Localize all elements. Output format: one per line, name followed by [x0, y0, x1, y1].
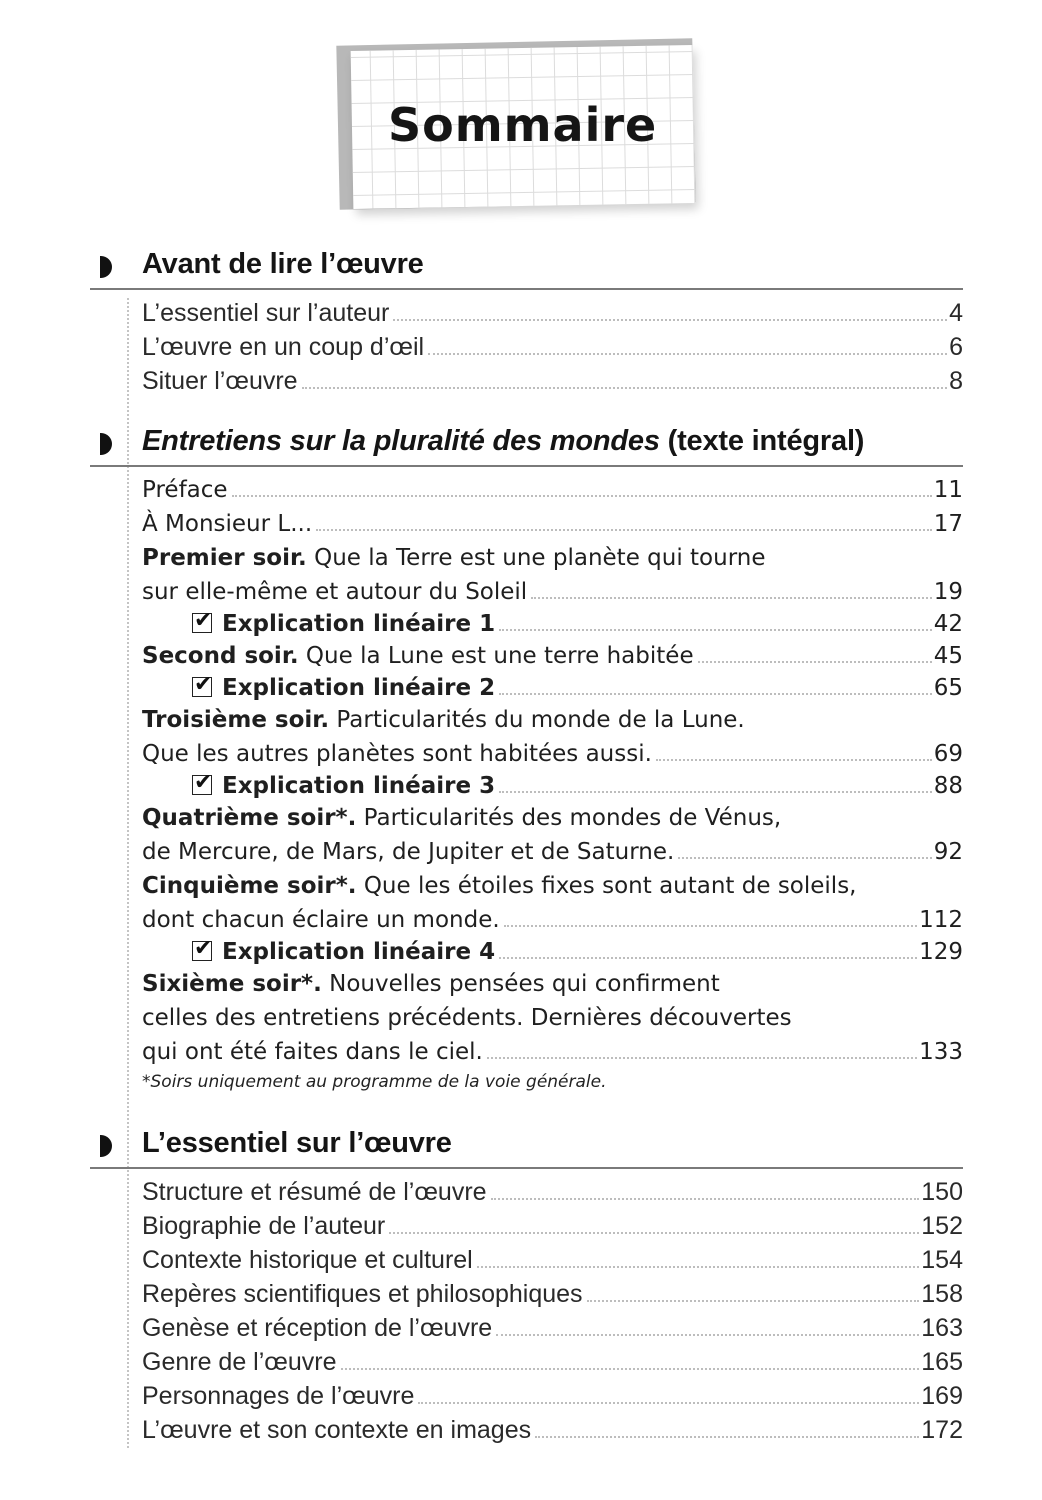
- entry-label: Personnages de l’œuvre: [142, 1382, 415, 1410]
- dot-leader: [499, 693, 932, 695]
- entry-bold-label: Premier soir.: [142, 545, 307, 571]
- entry-bold-label: Cinquième soir*.: [142, 873, 357, 899]
- entry-label: Genèse et réception de l’œuvre: [142, 1314, 493, 1342]
- entry-label: Contexte historique et culturel: [142, 1246, 473, 1274]
- toc-entry[interactable]: [142, 1277, 963, 1311]
- entry-label: À Monsieur L...: [142, 511, 313, 537]
- dot-leader: [428, 353, 947, 355]
- page-number: 8: [949, 367, 963, 395]
- page-number: 92: [933, 839, 963, 865]
- entry-label: L’œuvre en un coup d’œil: [142, 333, 425, 361]
- section-essentiel-oeuvre: [90, 1123, 963, 1447]
- entry-label: Préface: [142, 477, 228, 503]
- entry-continuation: sur elle-même et autour du Soleil: [142, 579, 528, 605]
- dot-leader: [587, 1300, 920, 1302]
- dot-leader: [499, 791, 932, 793]
- toc-entry-explication-1[interactable]: [142, 609, 963, 639]
- section-header: [90, 244, 963, 290]
- dot-leader: [535, 1436, 919, 1438]
- page-number: 6: [949, 333, 963, 361]
- page-number: 42: [933, 611, 963, 637]
- entry-label: Explication linéaire 2: [222, 675, 496, 701]
- dot-leader: [487, 1057, 917, 1059]
- half-circle-bullet-icon: [100, 433, 112, 455]
- entry-continuation: celles des entretiens précédents. Dernières découvertes: [142, 1005, 792, 1031]
- page-number: 154: [921, 1246, 963, 1274]
- entry-label: Explication linéaire 4: [222, 939, 496, 965]
- dot-leader: [496, 1334, 919, 1336]
- page-number: 69: [933, 741, 963, 767]
- toc-entry[interactable]: [142, 1413, 963, 1447]
- page-number: 133: [919, 1039, 963, 1065]
- entry-label: Repères scientifiques et philosophiques: [142, 1280, 583, 1308]
- dot-leader: [477, 1266, 920, 1268]
- dot-leader: [656, 759, 932, 761]
- dot-leader: [341, 1368, 920, 1370]
- title-card: [351, 45, 696, 209]
- toc-entry[interactable]: [142, 364, 963, 398]
- toc-entry[interactable]: [142, 330, 963, 364]
- section-title-suffix: (texte intégral): [659, 425, 865, 457]
- dot-leader: [389, 1232, 919, 1234]
- toc-entry-sixieme-soir[interactable]: [142, 967, 963, 1069]
- page-number: 11: [933, 477, 963, 503]
- entry-text: Que la Lune est une terre habitée: [298, 643, 694, 669]
- page-number: 112: [919, 907, 963, 933]
- section-title-italic: Entretiens sur la pluralité des mondes: [142, 425, 660, 457]
- entry-continuation: Que les autres planètes sont habitées aussi.: [142, 741, 652, 767]
- section-title: Avant de lire l’œuvre: [142, 248, 424, 280]
- toc-entry[interactable]: [142, 1243, 963, 1277]
- entry-text: Nouvelles pensées qui confirment: [321, 971, 720, 997]
- entry-label: L’œuvre et son contexte en images: [142, 1416, 532, 1444]
- page-number: 150: [921, 1178, 963, 1206]
- entry-bold-label: Troisième soir.: [142, 707, 330, 733]
- entry-label: Genre de l’œuvre: [142, 1348, 337, 1376]
- entry-continuation: dont chacun éclaire un monde.: [142, 907, 500, 933]
- toc-entry-explication-2[interactable]: [142, 673, 963, 703]
- footnote: *Soirs uniquement au programme de la voie générale.: [142, 1072, 607, 1092]
- toc-entry-cinquieme-soir[interactable]: [142, 869, 963, 937]
- half-circle-bullet-icon: [100, 1135, 112, 1157]
- dot-leader: [531, 597, 932, 599]
- entry-text: Particularités du monde de la Lune.: [329, 707, 745, 733]
- toc-entry[interactable]: [142, 507, 963, 541]
- toc-entry-quatrieme-soir[interactable]: [142, 801, 963, 869]
- entry-text: Particularités des mondes de Vénus,: [356, 805, 782, 831]
- toc-entry[interactable]: [142, 1175, 963, 1209]
- entry-label: Structure et résumé de l’œuvre: [142, 1178, 487, 1206]
- toc-entry[interactable]: [142, 1311, 963, 1345]
- page-number: 169: [921, 1382, 963, 1410]
- entry-continuation: qui ont été faites dans le ciel.: [142, 1039, 483, 1065]
- dot-leader: [232, 495, 932, 497]
- dot-leader: [316, 529, 932, 531]
- section-entretiens: [90, 421, 963, 1095]
- page-number: 152: [921, 1212, 963, 1240]
- toc-entry-troisieme-soir[interactable]: [142, 703, 963, 771]
- toc-entry-premier-soir[interactable]: [142, 541, 963, 609]
- page-number: 158: [921, 1280, 963, 1308]
- page-number: 4: [949, 299, 963, 327]
- page-number: 19: [933, 579, 963, 605]
- dot-leader: [302, 387, 948, 389]
- dot-leader: [678, 857, 931, 859]
- checkbox-checked-icon: [192, 613, 212, 633]
- page-number: 17: [933, 511, 963, 537]
- entry-label: L’essentiel sur l’auteur: [142, 299, 390, 327]
- entry-label: Explication linéaire 1: [222, 611, 496, 637]
- toc-entry[interactable]: [142, 296, 963, 330]
- toc-entry-explication-4[interactable]: [142, 937, 963, 967]
- checkbox-checked-icon: [192, 775, 212, 795]
- entry-bold-label: Quatrième soir*.: [142, 805, 357, 831]
- dot-leader: [698, 661, 932, 663]
- toc-entry[interactable]: [142, 473, 963, 507]
- half-circle-bullet-icon: [100, 256, 112, 278]
- page-number: 65: [933, 675, 963, 701]
- toc-entry[interactable]: [142, 1345, 963, 1379]
- toc-entry[interactable]: [142, 1379, 963, 1413]
- checkbox-checked-icon: [192, 677, 212, 697]
- entry-continuation: de Mercure, de Mars, de Jupiter et de Saturne.: [142, 839, 675, 865]
- dot-leader: [418, 1402, 919, 1404]
- dot-leader: [504, 925, 917, 927]
- checkbox-checked-icon: [192, 941, 212, 961]
- page-number: 88: [933, 773, 963, 799]
- section-avant-de-lire: [90, 244, 963, 398]
- entry-text: Que les étoiles fixes sont autant de soleils,: [356, 873, 857, 899]
- section-title: L’essentiel sur l’œuvre: [142, 1127, 452, 1159]
- section-header: [90, 421, 963, 467]
- dot-leader: [491, 1198, 920, 1200]
- toc-entry-explication-3[interactable]: [142, 771, 963, 801]
- entry-label: Situer l’œuvre: [142, 367, 298, 395]
- section-title: [142, 425, 864, 458]
- toc-entry[interactable]: [142, 1209, 963, 1243]
- entry-text: Que la Terre est une planète qui tourne: [306, 545, 766, 571]
- entry-label: Biographie de l’auteur: [142, 1212, 386, 1240]
- dot-leader: [393, 319, 947, 321]
- entry-bold-label: Second soir.: [142, 643, 299, 669]
- toc-entry-second-soir[interactable]: [142, 639, 963, 673]
- dot-leader: [499, 629, 932, 631]
- dot-leader: [499, 957, 917, 959]
- entry-bold-label: Sixième soir*.: [142, 971, 322, 997]
- page-number: 172: [921, 1416, 963, 1444]
- entry-label: Explication linéaire 3: [222, 773, 496, 799]
- page-number: 45: [933, 643, 963, 669]
- page-number: 165: [921, 1348, 963, 1376]
- section-header: [90, 1123, 963, 1169]
- page-title: Sommaire: [388, 98, 658, 153]
- page-number: 129: [919, 939, 963, 965]
- page-number: 163: [921, 1314, 963, 1342]
